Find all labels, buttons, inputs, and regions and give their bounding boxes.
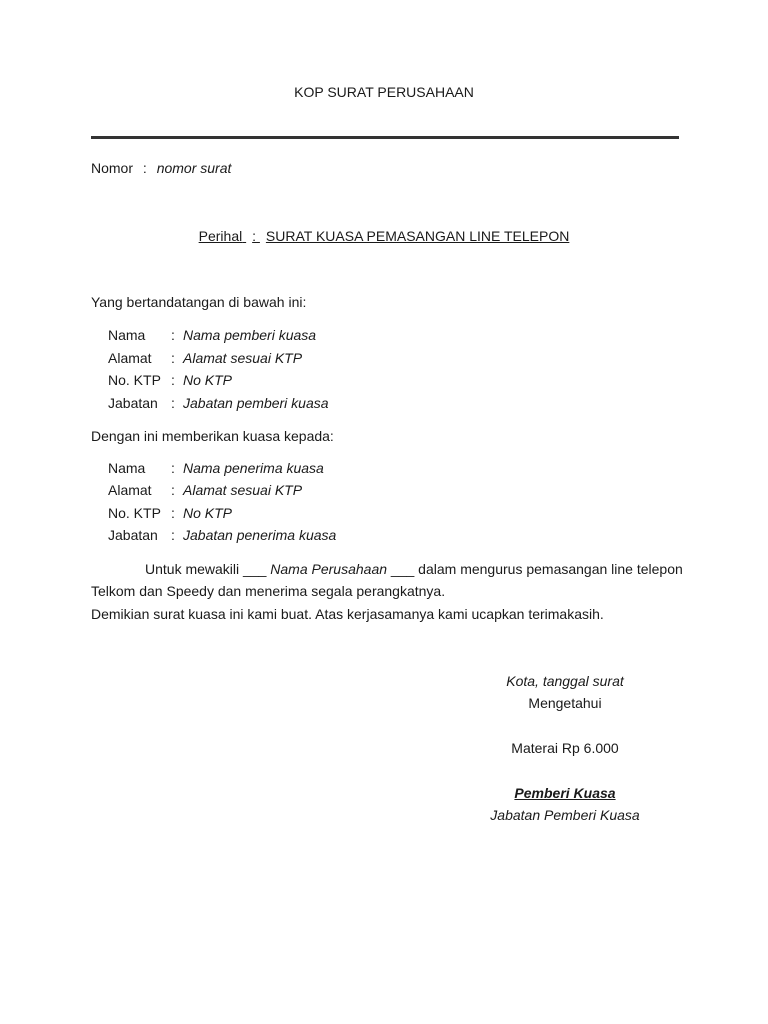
field-value: Jabatan penerima kuasa [183, 527, 337, 543]
field-label: Jabatan [108, 527, 158, 543]
field-label: Nama [108, 460, 146, 476]
stamp-duty-label: Materai Rp 6.000 [511, 740, 619, 756]
letterhead-divider [91, 136, 679, 139]
field-value: Alamat sesuai KTP [183, 350, 303, 366]
signer-position: Jabatan Pemberi Kuasa [490, 807, 640, 823]
field-colon: : [171, 460, 175, 476]
body-line-1-suffix: ___ dalam mengurus pemasangan line telepon [387, 561, 683, 577]
field-label: Jabatan [108, 395, 158, 411]
letterhead-title: KOP SURAT PERUSAHAAN [294, 84, 474, 100]
body-line-2: Telkom dan Speedy dan menerima segala perangkatnya. [91, 583, 446, 599]
field-label: No. KTP [108, 505, 161, 521]
place-date: Kota, tanggal surat [506, 673, 624, 689]
field-colon: : [171, 350, 175, 366]
field-value: Jabatan pemberi kuasa [183, 395, 329, 411]
field-label: Nama [108, 327, 146, 343]
grantee-intro: Dengan ini memberikan kuasa kepada: [91, 428, 334, 444]
number-value: nomor surat [156, 160, 232, 176]
field-colon: : [171, 327, 175, 343]
body-line-1 [145, 561, 683, 578]
field-colon: : [171, 395, 175, 411]
field-value: No KTP [183, 505, 233, 521]
grantor-intro: Yang bertandatangan di bawah ini: [91, 294, 307, 310]
field-colon: : [171, 527, 175, 543]
field-colon: : [171, 505, 175, 521]
subject-label: Perihal [198, 228, 243, 244]
number-colon: : [142, 160, 147, 176]
field-label: Alamat [108, 482, 152, 498]
field-label: No. KTP [108, 372, 161, 388]
letter-subject [0, 228, 768, 245]
field-value: No KTP [183, 372, 233, 388]
body-line-1-prefix: Untuk mewakili ___ [145, 561, 271, 577]
letter-number [91, 160, 231, 177]
body-line-3: Demikian surat kuasa ini kami buat. Atas kerjasamanya kami ucapkan terimakasih. [91, 606, 604, 622]
field-colon: : [171, 482, 175, 498]
number-label: Nomor [91, 160, 134, 176]
field-colon: : [171, 372, 175, 388]
field-value: Alamat sesuai KTP [183, 482, 303, 498]
subject-colon: : [252, 228, 257, 244]
field-label: Alamat [108, 350, 152, 366]
signer-name: Pemberi Kuasa [514, 785, 616, 801]
acknowledged-label: Mengetahui [528, 695, 602, 711]
field-value: Nama pemberi kuasa [183, 327, 317, 343]
subject-line [199, 228, 570, 244]
field-value: Nama penerima kuasa [183, 460, 324, 476]
subject-value: SURAT KUASA PEMASANGAN LINE TELEPON [265, 228, 570, 244]
company-name: Nama Perusahaan [270, 561, 388, 577]
